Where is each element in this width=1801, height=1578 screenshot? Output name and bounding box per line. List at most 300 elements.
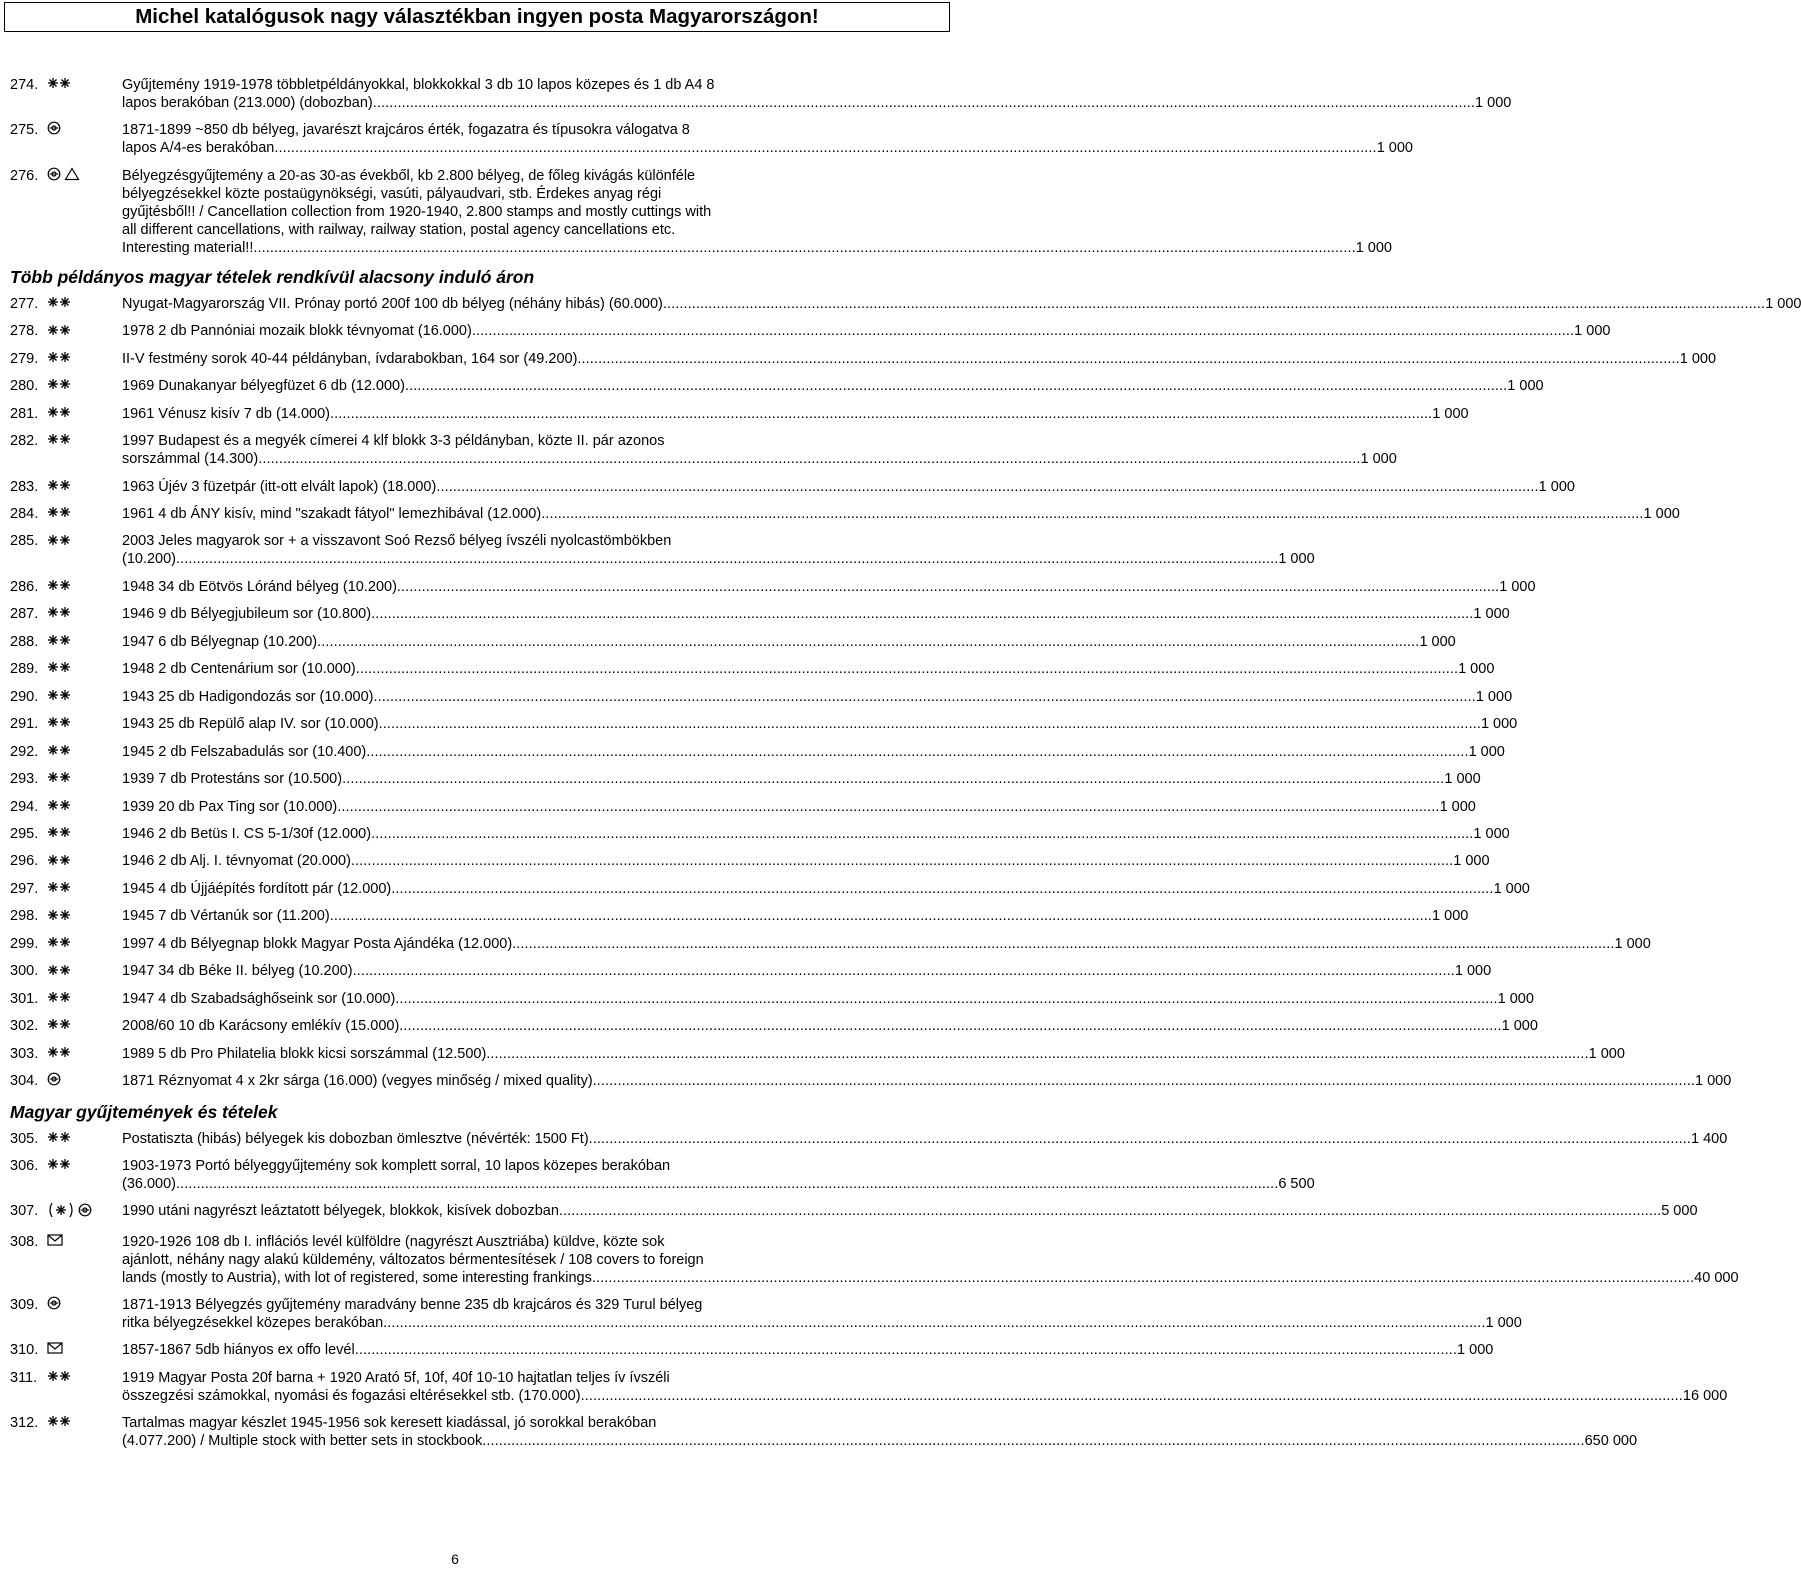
description-text: 1969 Dunakanyar bélyegfüzet 6 db (12.000) <box>122 378 405 395</box>
item-number: 312. <box>10 1414 39 1431</box>
item-number: 282. <box>10 433 39 450</box>
item-description <box>122 852 1490 870</box>
mint-icon <box>47 76 71 94</box>
catalog-item <box>10 743 1505 761</box>
item-number: 274. <box>10 77 39 93</box>
mint-icon <box>47 323 71 341</box>
item-number: 289. <box>10 661 39 678</box>
description-text: 1961 Vénusz kisív 7 db (14.000) <box>122 405 330 422</box>
catalog-item <box>10 295 1801 313</box>
catalog-item <box>10 660 1495 678</box>
starting-price: 1 000 <box>1432 405 1469 422</box>
item-description <box>122 1072 1731 1091</box>
starting-price: 5 000 <box>1661 1203 1698 1220</box>
item-number: 303. <box>10 1045 39 1062</box>
description-last-line <box>122 1432 1637 1450</box>
description-last-line <box>122 962 1491 980</box>
description-last-line <box>122 1269 1739 1287</box>
description-text: összegzési számokkal, nyomási és fogazási eltérésekkel stb. (170.000) <box>122 1387 581 1404</box>
condition-symbols <box>47 121 122 157</box>
condition-symbols <box>47 825 122 843</box>
dot-leader <box>274 139 1376 157</box>
mint-icon <box>47 1414 71 1432</box>
description-text: 1947 34 db Béke II. bélyeg (10.200) <box>122 963 353 980</box>
mint-icon <box>47 715 71 733</box>
description-line: 1903-1973 Portó bélyeggyűjtemény sok komplett sorral, 10 lapos közepes berakóban <box>122 1157 671 1174</box>
item-description <box>122 660 1494 678</box>
description-last-line <box>122 1017 1538 1035</box>
item-number: 297. <box>10 880 39 897</box>
description-text: 1963 Újév 3 füzetpár (itt-ott elvált lapok) (18.000) <box>122 478 437 495</box>
catalog-item <box>10 798 1476 816</box>
item-description <box>122 743 1505 761</box>
catalog-item <box>10 167 1392 257</box>
catalog-item <box>10 688 1513 706</box>
description-line: 1920-1926 108 db I. inflációs levél külföldre (nagyrészt Ausztriába) küldve, közte sok <box>122 1233 665 1250</box>
description-last-line <box>122 1072 1731 1090</box>
condition-symbols <box>47 322 122 340</box>
catalog-item <box>10 432 1397 468</box>
condition-symbols <box>47 935 122 953</box>
condition-symbols <box>47 1130 122 1148</box>
dot-leader <box>593 1072 1695 1090</box>
item-description <box>122 350 1716 368</box>
mint-icon <box>47 990 71 1008</box>
condition-symbols <box>47 880 122 898</box>
description-last-line <box>122 825 1510 843</box>
catalog-item <box>10 1202 1698 1223</box>
description-last-line <box>122 405 1469 423</box>
item-description <box>122 76 1511 112</box>
item-number: 295. <box>10 825 39 842</box>
dot-leader <box>371 605 1473 623</box>
starting-price: 1 000 <box>1473 606 1510 623</box>
dot-leader <box>317 633 1419 651</box>
item-description <box>122 322 1610 340</box>
dot-leader <box>337 798 1439 816</box>
item-number: 301. <box>10 990 39 1007</box>
item-description <box>122 935 1651 953</box>
catalog-item <box>10 852 1490 870</box>
cancelled-icon <box>47 1296 61 1315</box>
condition-symbols <box>47 605 122 623</box>
item-description <box>122 121 1413 157</box>
starting-price: 1 000 <box>1695 1073 1732 1090</box>
mint-icon <box>47 963 71 981</box>
dot-leader <box>559 1202 1661 1220</box>
catalog-item <box>10 1414 1638 1450</box>
item-description <box>122 478 1575 496</box>
starting-price: 1 000 <box>1468 743 1505 760</box>
description-last-line <box>122 350 1716 368</box>
catalog-item <box>10 715 1518 733</box>
description-line: gyűjtésből!! / Cancellation collection from 1920-1940, 2.800 stamps and mostly cuttings with <box>122 203 712 220</box>
item-description <box>122 1369 1727 1405</box>
description-text: 1939 7 db Protestáns sor (10.500) <box>122 771 343 788</box>
catalog-item <box>10 770 1481 788</box>
description-last-line <box>122 852 1490 870</box>
description-text: 1857-1867 5db hiányos ex offo levél <box>122 1342 355 1359</box>
item-number: 294. <box>10 798 39 815</box>
dot-leader <box>512 935 1614 953</box>
description-line: 1919 Magyar Posta 20f barna + 1920 Arató 5f, 10f, 40f 10-10 hajtatlan teljes ív ívszéli <box>122 1369 670 1386</box>
starting-price: 1 000 <box>1538 478 1575 495</box>
description-text: 1947 4 db Szabadsághőseink sor (10.000) <box>122 990 396 1007</box>
item-description <box>122 770 1481 788</box>
item-description <box>122 1296 1522 1332</box>
description-last-line <box>122 743 1505 761</box>
mint-icon <box>47 633 71 651</box>
item-description <box>122 1414 1637 1450</box>
mint-icon <box>47 853 71 871</box>
mint-icon <box>47 1130 71 1148</box>
mint-icon <box>47 798 71 816</box>
description-last-line <box>122 1314 1522 1332</box>
cancelled-icon <box>47 1072 61 1091</box>
condition-symbols <box>47 798 122 816</box>
starting-price: 1 000 <box>1574 323 1611 340</box>
description-last-line <box>122 578 1536 596</box>
catalog-item <box>10 907 1469 925</box>
condition-symbols <box>47 76 122 112</box>
header-banner <box>4 2 950 32</box>
dot-leader <box>577 350 1679 368</box>
starting-price: 1 000 <box>1588 1045 1625 1062</box>
mint-icon <box>47 1157 71 1175</box>
starting-price: 1 000 <box>1454 963 1492 980</box>
item-description <box>122 1233 1739 1287</box>
description-line: 1871-1913 Bélyegzés gyűjtemény maradvány benne 235 db krajcáros és 329 Turul bélyeg <box>122 1296 703 1313</box>
dot-leader <box>486 1045 1588 1063</box>
description-text: 1989 5 db Pro Philatelia blokk kicsi sorszámmal (12.500) <box>122 1045 487 1062</box>
mint-icon <box>47 660 71 678</box>
starting-price: 1 000 <box>1499 578 1536 595</box>
dot-leader <box>581 1387 1683 1405</box>
dot-leader <box>353 962 1455 980</box>
description-last-line <box>122 505 1680 523</box>
starting-price: 1 000 <box>1453 853 1490 870</box>
description-text: 1948 34 db Eötvös Lóránd bélyeg (10.200) <box>122 578 397 595</box>
item-description <box>122 990 1534 1008</box>
mint-icon <box>47 770 71 788</box>
condition-symbols <box>47 660 122 678</box>
item-number: 277. <box>10 295 39 312</box>
catalog-item <box>10 935 1651 953</box>
catalog-item <box>10 377 1544 395</box>
dot-leader <box>176 550 1278 568</box>
description-text: (36.000) <box>122 1175 177 1192</box>
starting-price: 1 000 <box>1614 935 1651 952</box>
starting-price: 1 000 <box>1765 295 1801 312</box>
catalog-item <box>10 1017 1538 1035</box>
condition-symbols <box>47 1414 122 1450</box>
dot-leader <box>355 1341 1457 1359</box>
dot-leader <box>383 1314 1485 1332</box>
dot-leader <box>472 322 1574 340</box>
item-description <box>122 1341 1493 1359</box>
mint-icon <box>47 377 71 395</box>
condition-symbols <box>47 295 122 313</box>
description-last-line <box>122 880 1530 898</box>
catalog-item <box>10 1233 1739 1287</box>
catalog-item <box>10 76 1512 112</box>
description-text: 1990 utáni nagyrészt leáztatott bélyegek, blokkok, kisívek dobozban <box>122 1203 559 1220</box>
item-description <box>122 825 1510 843</box>
item-number: 306. <box>10 1157 39 1174</box>
item-number: 276. <box>10 167 39 184</box>
starting-price: 1 000 <box>1360 451 1397 468</box>
mint-icon <box>47 880 71 898</box>
item-description <box>122 633 1456 651</box>
item-description <box>122 1202 1698 1223</box>
description-last-line <box>122 633 1456 651</box>
description-last-line <box>122 1341 1493 1359</box>
cancelled-icon <box>47 121 61 140</box>
item-description <box>122 505 1680 523</box>
catalog-item <box>10 1130 1728 1148</box>
catalog-item <box>10 1045 1625 1063</box>
description-last-line <box>122 1130 1727 1148</box>
description-text: 1939 20 db Pax Ting sor (10.000) <box>122 798 338 815</box>
on-paper-icon <box>64 167 80 186</box>
description-text: 2008/60 10 db Karácsony emlékív (15.000) <box>122 1018 400 1035</box>
description-last-line <box>122 239 1392 257</box>
description-text: 1945 7 db Vértanúk sor (11.200) <box>122 908 330 925</box>
condition-symbols <box>47 532 122 568</box>
item-number: 308. <box>10 1233 39 1250</box>
catalog-item <box>10 478 1575 496</box>
cancelled-icon <box>78 1203 92 1222</box>
description-last-line <box>122 907 1468 925</box>
item-description <box>122 962 1491 980</box>
starting-price: 1 400 <box>1690 1130 1728 1147</box>
description-text: 1948 2 db Centenárium sor (10.000) <box>122 661 356 678</box>
description-text: lapos berakóban (213.000) (dobozban) <box>122 95 373 111</box>
description-text: 1946 2 db Alj. I. tévnyomat (20.000) <box>122 853 351 870</box>
dot-leader <box>379 715 1481 733</box>
item-description <box>122 578 1536 596</box>
item-description <box>122 1130 1727 1148</box>
description-last-line <box>122 550 1315 568</box>
description-text: lapos A/4-es berakóban <box>122 140 275 157</box>
starting-price: 1 000 <box>1475 688 1513 705</box>
item-number: 299. <box>10 935 39 952</box>
item-number: 309. <box>10 1296 39 1313</box>
catalog-item <box>10 405 1469 423</box>
dot-leader <box>342 770 1444 788</box>
starting-price: 1 000 <box>1432 908 1469 925</box>
description-text: ritka bélyegzésekkel közepes berakóban <box>122 1314 384 1331</box>
condition-symbols <box>47 990 122 1008</box>
starting-price: 1 000 <box>1355 239 1392 256</box>
starting-price: 1 000 <box>1458 661 1495 678</box>
dot-leader <box>356 660 1458 678</box>
item-description <box>122 405 1469 423</box>
description-text: (10.200) <box>122 551 177 568</box>
starting-price: 1 000 <box>1475 95 1512 111</box>
banner-text: Michel katalógusok nagy választékban ingyen posta Magyarországon! <box>135 5 819 28</box>
section-heading: Több példányos magyar tételek rendkívül alacsony induló áron <box>10 266 535 287</box>
item-number: 304. <box>10 1073 39 1090</box>
cover-icon <box>47 1341 63 1359</box>
description-line: ajánlott, néhány nagy alakú küldemény, változatos bérmentesítések / 108 covers to foreign <box>122 1251 704 1268</box>
item-number: 288. <box>10 633 39 650</box>
condition-symbols <box>47 770 122 788</box>
dot-leader <box>405 377 1507 395</box>
mint-icon <box>47 578 71 596</box>
item-description <box>122 605 1510 623</box>
item-number: 284. <box>10 506 39 522</box>
condition-symbols <box>47 1233 122 1287</box>
catalog-item <box>10 1296 1522 1332</box>
starting-price: 1 000 <box>1493 880 1530 897</box>
description-text: Nyugat-Magyarország VII. Prónay portó 200f 100 db bélyeg (néhány hibás) (60.000) <box>122 295 663 312</box>
starting-price: 1 000 <box>1679 350 1717 367</box>
cancelled-icon <box>47 167 61 186</box>
dot-leader <box>395 990 1497 1008</box>
description-last-line <box>122 94 1511 112</box>
catalog-item <box>10 505 1680 523</box>
condition-symbols <box>47 1341 122 1359</box>
item-number: 286. <box>10 578 39 595</box>
mint-icon <box>47 688 71 706</box>
starting-price: 6 500 <box>1278 1175 1315 1192</box>
description-text: 1943 25 db Hadigondozás sor (10.000) <box>122 688 374 705</box>
condition-symbols <box>47 478 122 496</box>
condition-symbols <box>47 1072 122 1091</box>
item-description <box>122 688 1512 706</box>
description-text: 1943 25 db Repülő alap IV. sor (10.000) <box>122 716 379 733</box>
description-line: Gyűjtemény 1919-1978 többletpéldányokkal, blokkokkal 3 db 10 lapos közepes és 1 db A4 8 <box>122 77 715 93</box>
catalog-item <box>10 1369 1728 1405</box>
item-number: 279. <box>10 350 39 367</box>
description-line: 2003 Jeles magyarok sor + a visszavont Soó Rezső bélyeg ívszéli nyolcastömbökben <box>122 533 672 550</box>
item-number: 281. <box>10 405 39 422</box>
catalog-item <box>10 605 1510 623</box>
dot-leader <box>436 478 1538 496</box>
condition-symbols <box>47 633 122 651</box>
description-last-line <box>122 295 1801 313</box>
condition-symbols <box>47 377 122 395</box>
starting-price: 1 000 <box>1485 1314 1522 1331</box>
item-description <box>122 880 1530 898</box>
dot-leader <box>374 688 1476 706</box>
item-description <box>122 377 1544 395</box>
description-last-line <box>122 377 1544 395</box>
mint-icon <box>47 432 71 450</box>
starting-price: 1 000 <box>1457 1342 1494 1359</box>
description-last-line <box>122 1202 1698 1220</box>
description-text: Interesting material!! <box>122 239 254 256</box>
catalog-item <box>10 1341 1494 1359</box>
item-description <box>122 715 1517 733</box>
description-last-line <box>122 990 1534 1008</box>
item-number: 300. <box>10 963 39 980</box>
mint-icon <box>47 605 71 623</box>
description-text: sorszámmal (14.300) <box>122 451 259 468</box>
condition-symbols <box>47 1157 122 1193</box>
description-last-line <box>122 770 1481 788</box>
catalog-item <box>10 532 1315 568</box>
item-number: 290. <box>10 688 39 705</box>
item-description <box>122 1157 1315 1193</box>
dot-leader <box>373 94 1475 112</box>
catalog-item <box>10 322 1611 340</box>
description-line: Tartalmas magyar készlet 1945-1956 sok keresett kiadással, jó sorokkal berakóban <box>122 1414 657 1431</box>
mint-icon <box>47 743 71 761</box>
starting-price: 1 000 <box>1278 551 1315 568</box>
dot-leader <box>253 239 1355 257</box>
description-last-line <box>122 715 1517 733</box>
condition-symbols <box>47 167 122 257</box>
description-last-line <box>122 660 1494 678</box>
item-number: 305. <box>10 1130 39 1147</box>
starting-price: 1 000 <box>1439 798 1476 815</box>
description-text: 1946 2 db Betüs I. CS 5-1/30f (12.000) <box>122 825 372 842</box>
mint-icon <box>47 1045 71 1063</box>
condition-symbols <box>47 715 122 733</box>
description-line: 1871-1899 ~850 db bélyeg, javarészt krajcáros érték, fogazatra és típusokra válogatva 8 <box>122 122 690 139</box>
dot-leader <box>482 1432 1584 1450</box>
condition-symbols <box>47 1296 122 1332</box>
catalog-item <box>10 1157 1315 1193</box>
description-last-line <box>122 1045 1625 1063</box>
starting-price: 40 000 <box>1694 1269 1739 1286</box>
mint-icon <box>47 478 71 496</box>
description-text: 1997 4 db Bélyegnap blokk Magyar Posta Ajándéka (12.000) <box>122 935 513 952</box>
page-number: 6 <box>451 1551 459 1567</box>
mint-icon <box>47 1017 71 1035</box>
dot-leader <box>366 743 1468 761</box>
item-description <box>122 295 1801 313</box>
condition-symbols <box>47 1202 122 1223</box>
description-text: 1947 6 db Bélyegnap (10.200) <box>122 633 318 650</box>
dot-leader <box>391 880 1493 898</box>
item-number: 278. <box>10 323 39 340</box>
description-line: all different cancellations, with railway, railway station, postal agency cancellations etc. <box>122 221 676 238</box>
condition-symbols <box>47 962 122 980</box>
item-number: 292. <box>10 743 39 760</box>
dot-leader <box>176 1175 1278 1193</box>
description-text: lands (mostly to Austria), with lot of registered, some interesting frankings <box>122 1269 592 1286</box>
description-text: 1871 Réznyomat 4 x 2kr sárga (16.000) (vegyes minőség / mixed quality) <box>122 1073 593 1090</box>
description-text: 1945 4 db Újjáépítés fordított pár (12.000) <box>122 880 392 897</box>
dot-leader <box>399 1017 1501 1035</box>
condition-symbols <box>47 505 122 523</box>
description-text: II-V festmény sorok 40-44 példányban, ívdarabokban, 164 sor (49.200) <box>122 350 578 367</box>
condition-symbols <box>47 852 122 870</box>
catalog-item <box>10 578 1536 596</box>
dot-leader <box>330 907 1432 925</box>
catalog-item <box>10 121 1413 157</box>
item-number: 285. <box>10 533 39 550</box>
description-line: 1997 Budapest és a megyék címerei 4 klf blokk 3-3 példányban, közte II. pár azonos <box>122 433 665 450</box>
hinged-icon <box>47 1202 75 1223</box>
description-last-line <box>122 688 1512 706</box>
description-last-line <box>122 798 1476 816</box>
description-last-line <box>122 605 1510 623</box>
mint-icon <box>47 350 71 368</box>
condition-symbols <box>47 1045 122 1063</box>
description-line: Bélyegzésgyűjtemény a 20-as 30-as évekből, kb 2.800 bélyeg, de főleg kivágás különféle <box>122 167 696 184</box>
starting-price: 16 000 <box>1682 1387 1728 1404</box>
item-number: 298. <box>10 908 39 925</box>
condition-symbols <box>47 1017 122 1035</box>
mint-icon <box>47 1369 71 1387</box>
item-number: 311. <box>10 1369 38 1386</box>
item-description <box>122 532 1315 568</box>
starting-price: 1 000 <box>1497 990 1534 1007</box>
